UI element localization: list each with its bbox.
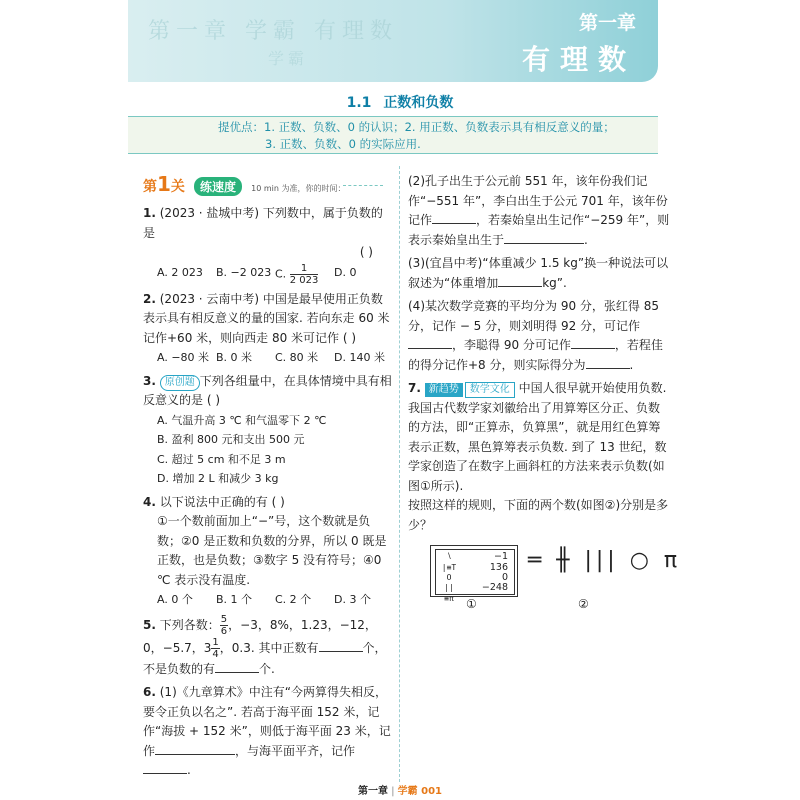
page-number: 001 xyxy=(421,786,442,797)
math-culture-tag: 数学文化 xyxy=(465,382,515,398)
option-a: A. 0 个 xyxy=(157,593,193,606)
answer-blank[interactable] xyxy=(504,231,584,244)
answer-blank[interactable] xyxy=(432,211,476,224)
footer-brand: 学霸 xyxy=(397,786,418,797)
answer-blank[interactable] xyxy=(215,660,259,673)
answer-blank[interactable] xyxy=(319,639,363,652)
figure-1-frame xyxy=(435,549,515,603)
footer-chapter: 第一章 xyxy=(357,786,388,797)
option-c: C. 80 米 xyxy=(275,351,319,364)
time-blank-line xyxy=(343,185,383,186)
right-column xyxy=(408,172,670,539)
question-7: 7. 新趋势 数学文化 中国人很早就开始使用负数. 我国古代数学家刘徽给出了用算筹区分正、负数的方法，即“正算赤，负算黑”，就是用红色算筹表示正数，黑色算筹表示负数. 到了 13 世纪，数学家创造了在数字上画斜杠的方法来表示负数(如图①所示). 按照这样的规则，下面的两个数(如图②)分别是多少？ xyxy=(408,379,670,535)
level-bar xyxy=(143,172,393,196)
option-c: C. 2 个 xyxy=(275,593,312,606)
chapter-tag: 第一章 xyxy=(578,12,636,34)
column-divider xyxy=(399,166,400,782)
chapter-title: 有理数 xyxy=(521,43,636,76)
level-badge: 第1关 xyxy=(143,172,185,196)
option-a: A. 气温升高 3 ℃ 和气温零下 2 ℃ xyxy=(157,413,327,427)
answer-blank[interactable] xyxy=(143,761,187,774)
figure-1-row: |≡T 136 xyxy=(441,562,508,573)
time-note: 10 min 为准，你的时间： xyxy=(251,184,346,193)
question-7-prompt: 按照这样的规则，下面的两个数(如图②)分别是多少？ xyxy=(408,498,669,532)
options xyxy=(143,348,393,368)
figure-1-label: ① xyxy=(466,597,477,611)
option-d: D. 140 米 xyxy=(334,351,385,364)
option-b: B. 盈利 800 元和支出 500 元 xyxy=(157,433,305,446)
answer-bracket: ( ) xyxy=(342,330,357,345)
answer-blank[interactable] xyxy=(498,274,542,287)
option-b: B. −2 023 xyxy=(216,265,272,279)
option-c: C. 超过 5 cm 和不足 3 m xyxy=(157,452,286,466)
question-3: 3. 原创题 下列各组量中，在具体情境中具有相反意义的是 ( ) A. 气温升高 3 ℃ 和气温零下 2 ℃ B. 盈利 800 元和支出 500 元 C. 超过 5 cm 和不足 3 m D. 增加 2 L 和减少 3 kg xyxy=(143,372,393,489)
chapter-banner xyxy=(128,0,658,82)
answer-blank[interactable] xyxy=(571,336,615,349)
option-d: D. 0 xyxy=(334,265,357,279)
figure-1-row: O 0 xyxy=(446,572,508,583)
question-2: 2. (2023 · 云南中考) 中国是最早使用正负数表示具有相反意义的量的国家. 若向东走 60 米记作+60 米，则向西走 80 米可记作 ( ) A. −80 米 B. 0 米 C. 80 米 D. 140 米 xyxy=(143,290,393,368)
question-6-part-3: (3)(宜昌中考)“体重减少 1.5 kg”换一种说法可以叙述为“体重增加 kg”. xyxy=(408,256,669,290)
question-1: 1. (2023 · 盐城中考) 下列数中，属于负数的是 ( ) A. 2 023 B. −2 023 C. $\frac{1}{2 023}$ D. 0 xyxy=(143,204,393,286)
option-d: D. 增加 2 L 和减少 3 kg xyxy=(157,472,279,485)
figure-2-label: ② xyxy=(578,597,589,611)
figure-1 xyxy=(430,545,518,603)
option-b: B. 0 米 xyxy=(216,351,253,364)
option-a: A. 2 023 xyxy=(157,265,203,279)
section-title: 正数和负数 xyxy=(383,95,454,111)
tips-line-1: 提优点：1. 正数、负数、0 的认识；2. 用正数、负数表示具有相反意义的量； xyxy=(218,120,615,134)
figure-1-row: ||≡π −248 xyxy=(444,582,508,603)
options xyxy=(143,263,393,286)
answer-blank[interactable] xyxy=(586,356,630,369)
banner-watermark: 第一章 学霸 有理数 xyxy=(148,19,398,44)
question-5: 5. 下列各数： $\frac{5}{6}$，−3，8%，1.23，−12，0，−5.7，3 $\frac{1}{4}$，0.3. 其中正数有 个，不是负数的有 个. xyxy=(143,613,387,676)
answer-blank[interactable] xyxy=(155,742,235,755)
option-a: A. −80 米 xyxy=(157,351,210,364)
original-tag: 原创题 xyxy=(160,375,200,391)
question-4: 4. 以下说法中正确的有 ( ) ①一个数前面加上“−”号，这个数就是负数；②0 是正数和负数的分界，所以 0 既是正数，也是负数；③数字 5 没有符号；④0 ℃ 表示没有温度. A. 0 个 B. 1 个 C. 2 个 D. 3 个 xyxy=(143,493,393,610)
banner-watermark-2: 学霸 xyxy=(268,49,309,68)
options xyxy=(143,590,393,610)
figure-1-row: ∖ −1 xyxy=(446,551,508,562)
new-trend-tag: 新趋势 xyxy=(425,383,463,397)
question-6-part-2: (2)孔子出生于公元前 551 年，该年份我们记作“−551 年”，李白出生于公元 701 年，该年份记作 ，若秦始皇出生记作“−259 年”，则表示秦始皇出生于 . xyxy=(408,174,670,247)
tips-line-2: 3. 正数、负数、0 的实际应用. xyxy=(265,137,421,151)
option-c: C. $\frac{1}{2 023}$ xyxy=(275,262,319,286)
question-6: 6. (1)《九章算术》中注有“今两算得失相反，要令正负以名之”. 若高于海平面 152 米，记作“海拔 + 152 米”，则低于海平面 23 米，记作 ，与海平面平齐，记作. xyxy=(143,685,391,777)
figure-2-rods: ═ ╫ ||| ○ π xyxy=(528,548,682,573)
tips-box xyxy=(128,116,658,154)
answer-bracket: ( ) xyxy=(271,494,285,509)
answer-blank[interactable] xyxy=(408,336,452,349)
question-6-part-4: (4)某次数学竞赛的平均分为 90 分，张红得 85 分，记作 − 5 分，则刘明得 92 分，可记作，李聪得 90 分可记作 ，若程佳的得分记作+8 分，则实际得分为 . xyxy=(408,299,663,372)
option-d: D. 3 个 xyxy=(334,593,371,606)
section-heading xyxy=(0,92,800,112)
answer-bracket: ( ) xyxy=(359,245,373,259)
option-b: B. 1 个 xyxy=(216,593,253,606)
page-footer: 第一章 | 学霸 001 xyxy=(357,786,442,797)
left-column xyxy=(143,172,393,785)
answer-bracket: ( ) xyxy=(206,393,221,407)
question-4-body: ①一个数前面加上“−”号，这个数就是负数；②0 是正数和负数的分界，所以 0 既是正数，也是负数；③数字 5 没有符号；④0 ℃ 表示没有温度. xyxy=(157,514,387,587)
section-number: 1.1 xyxy=(346,95,372,111)
level-pill: 练速度 xyxy=(194,177,242,196)
